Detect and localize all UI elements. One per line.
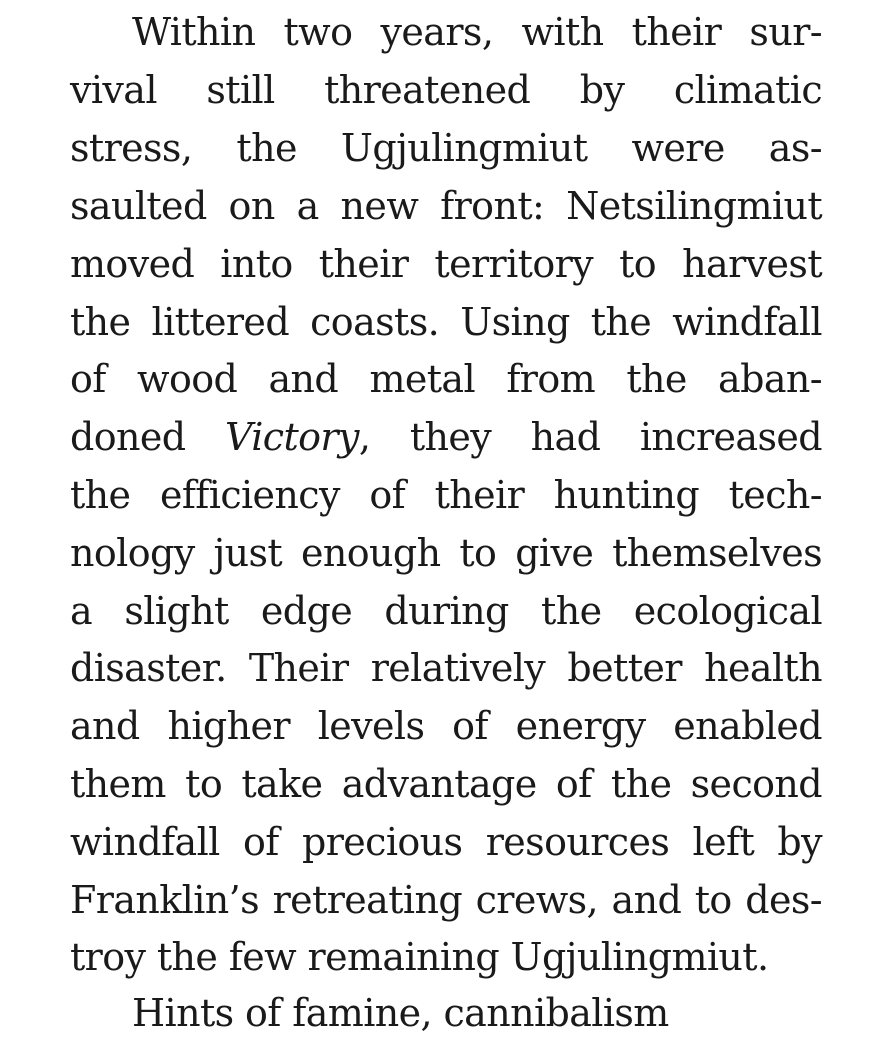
- text-line: [70, 582, 822, 640]
- text-line: [70, 61, 822, 119]
- text-line: [70, 524, 822, 582]
- text-segment: nology just enough to give themselves: [70, 531, 822, 575]
- text-segment: Franklin’s retreating crews, and to des-: [70, 878, 822, 922]
- text-segment: disaster. Their relatively better health: [70, 646, 822, 690]
- text-line: [70, 119, 822, 177]
- text-segment: , they had increased: [358, 415, 822, 459]
- text-segment: Hints of famine, cannibalism: [132, 991, 669, 1035]
- text-segment: vival still threatened by climatic: [70, 68, 822, 112]
- text-segment: saulted on a new front: Netsilingmiut: [70, 184, 822, 228]
- text-segment: them to take advantage of the second: [70, 762, 822, 806]
- text-line: [70, 871, 822, 929]
- text-line-partial: [132, 984, 822, 1042]
- text-line: [70, 408, 822, 466]
- text-line: [132, 3, 822, 61]
- text-segment: a slight edge during the ecological: [70, 589, 822, 633]
- text-segment: the efficiency of their hunting tech-: [70, 473, 822, 517]
- text-segment: troy the few remaining Ugjulingmiut.: [70, 935, 769, 979]
- text-line: [70, 177, 822, 235]
- text-segment: and higher levels of energy enabled: [70, 704, 822, 748]
- text-line: [70, 755, 822, 813]
- text-segment: windfall of precious resources left by: [70, 820, 822, 864]
- text-line: [70, 813, 822, 871]
- text-line: [70, 350, 822, 408]
- text-line: [70, 697, 822, 755]
- text-line: [70, 466, 822, 524]
- text-segment: Within two years, with their sur-: [132, 10, 822, 54]
- ship-name-italic: Victory: [225, 415, 359, 459]
- text-segment: moved into their territory to harvest: [70, 242, 822, 286]
- text-page: [70, 0, 822, 1035]
- text-line: [70, 235, 822, 293]
- text-line: [70, 928, 822, 986]
- text-line: [70, 639, 822, 697]
- text-segment: of wood and metal from the aban-: [70, 357, 822, 401]
- text-segment: the littered coasts. Using the windfall: [70, 300, 822, 344]
- text-line: [70, 293, 822, 351]
- text-segment: doned: [70, 415, 226, 459]
- text-segment: stress, the Ugjulingmiut were as-: [70, 126, 822, 170]
